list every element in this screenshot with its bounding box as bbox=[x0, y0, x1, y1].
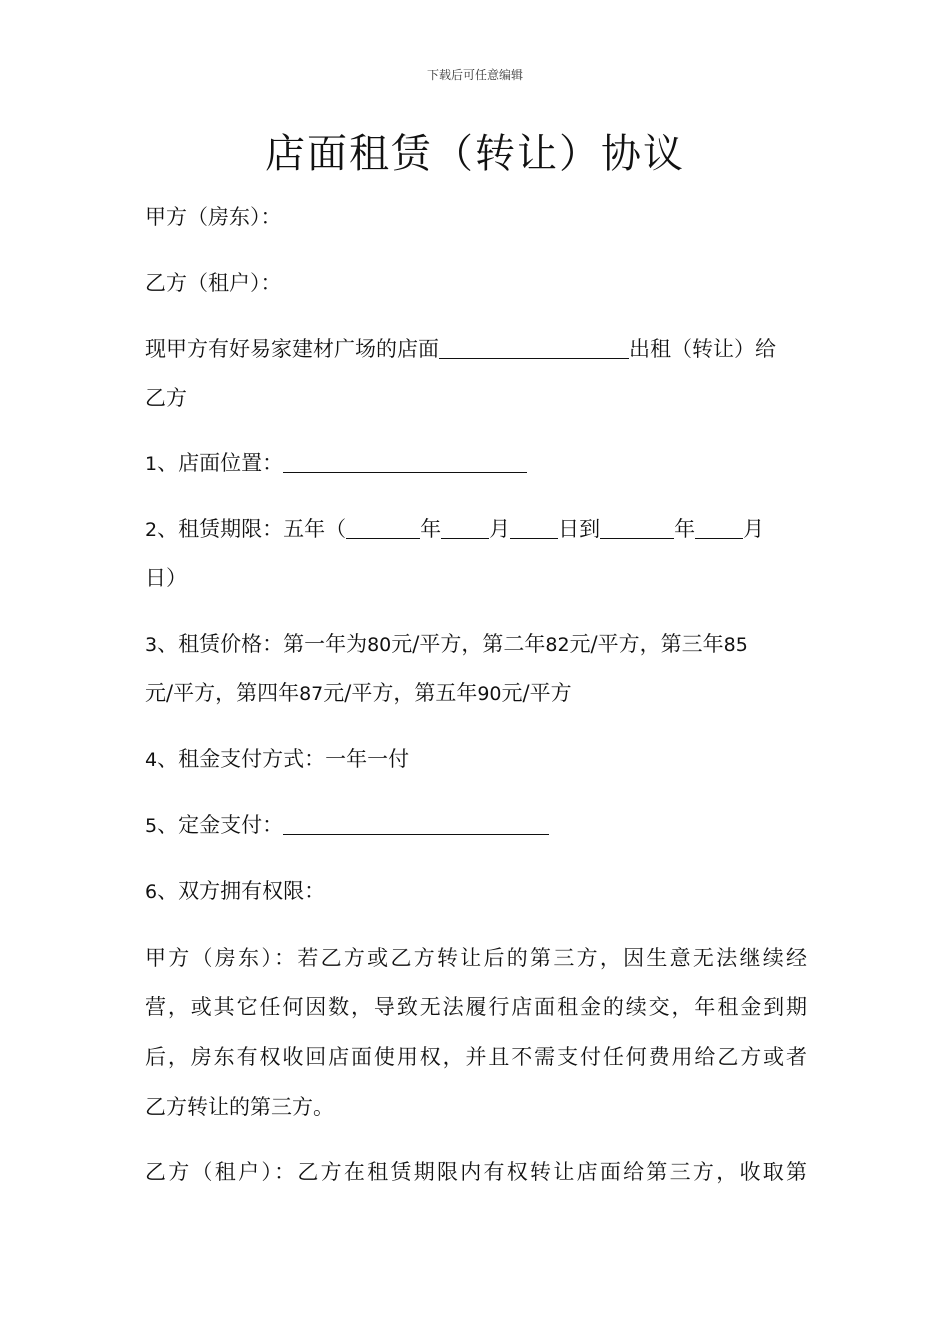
item-6-text: 、双方拥有权限： bbox=[157, 879, 326, 903]
end-month-blank[interactable] bbox=[695, 516, 743, 539]
party-b-label: 乙方（租户）： bbox=[145, 271, 282, 295]
item-3-line-2 bbox=[145, 669, 807, 719]
year-label-1: 年 bbox=[420, 517, 442, 541]
intro-before: 现甲方有好易家建材广场的店面 bbox=[145, 337, 439, 361]
intro-line-cont bbox=[145, 374, 807, 423]
intro-line bbox=[145, 325, 807, 374]
party-b-line bbox=[145, 259, 807, 308]
item-2-lead: 、租赁期限：五年（ bbox=[157, 517, 347, 541]
price-year-2: 82 bbox=[545, 634, 570, 656]
end-year-blank[interactable] bbox=[600, 516, 674, 539]
rights-a-line-2: 营，或其它任何因数，导致无法履行店面租金的续交，年租金到期 bbox=[145, 995, 807, 1019]
item-6-number: 6 bbox=[145, 881, 158, 903]
item-4-text: 、租金支付方式：一年一付 bbox=[157, 747, 410, 771]
rights-a-line-1: 甲方（房东）：若乙方或乙方转让后的第三方，因生意无法继续经 bbox=[145, 946, 807, 970]
deposit-blank[interactable] bbox=[283, 812, 549, 835]
rights-a-line-3: 后，房东有权收回店面使用权，并且不需支付任何费用给乙方或者 bbox=[145, 1045, 807, 1069]
rights-a-line-4: 乙方转让的第三方。 bbox=[145, 1095, 334, 1119]
party-a-line bbox=[145, 193, 807, 242]
item-3-text-d: 元/平方，第四年 bbox=[145, 681, 300, 705]
shop-number-blank[interactable] bbox=[439, 336, 629, 359]
item-5 bbox=[145, 801, 807, 851]
item-5-text: 、定金支付： bbox=[157, 813, 284, 837]
start-year-blank[interactable] bbox=[346, 516, 420, 539]
item-3-text-a: 、租赁价格：第一年为 bbox=[157, 632, 368, 656]
shop-location-blank[interactable] bbox=[283, 450, 527, 473]
header-note: 下载后可任意编辑 bbox=[426, 68, 523, 82]
item-3-text-e: 元/平方，第五年 bbox=[323, 681, 478, 705]
item-4 bbox=[145, 735, 807, 785]
party-a-label: 甲方（房东）： bbox=[145, 205, 282, 229]
price-year-1: 80 bbox=[367, 634, 392, 656]
start-day-blank[interactable] bbox=[510, 516, 558, 539]
price-year-3: 85 bbox=[723, 634, 748, 656]
month-label-1: 月 bbox=[489, 517, 511, 541]
item-6 bbox=[145, 867, 807, 917]
item-1-text: 、店面位置： bbox=[157, 451, 284, 475]
item-3-text-c: 元/平方，第三年 bbox=[569, 632, 724, 656]
item-1-number: 1 bbox=[145, 453, 158, 475]
item-3-text-f: 元/平方 bbox=[501, 681, 572, 705]
item-2 bbox=[145, 505, 807, 555]
start-month-blank[interactable] bbox=[441, 516, 489, 539]
item-3-text-b: 元/平方，第二年 bbox=[391, 632, 546, 656]
item-2-number: 2 bbox=[145, 519, 158, 541]
item-3-number: 3 bbox=[145, 634, 158, 656]
item-2-cont bbox=[145, 554, 807, 603]
rights-b-line-1: 乙方（租户）：乙方在租赁期限内有权转让店面给第三方，收取第 bbox=[145, 1160, 807, 1184]
item-4-number: 4 bbox=[145, 749, 158, 771]
price-year-5: 90 bbox=[477, 683, 502, 705]
item-3-line-1 bbox=[145, 620, 807, 670]
document-title: 店面租赁（转让）协议 bbox=[265, 131, 685, 177]
item-2-cont-text: 日） bbox=[145, 566, 187, 590]
day-to-label: 日到 bbox=[558, 517, 601, 541]
intro-after: 出租（转让）给 bbox=[629, 337, 776, 361]
price-year-4: 87 bbox=[299, 683, 324, 705]
item-5-number: 5 bbox=[145, 815, 158, 837]
year-label-2: 年 bbox=[674, 517, 696, 541]
intro-cont: 乙方 bbox=[145, 386, 187, 410]
month-label-2: 月 bbox=[743, 517, 765, 541]
item-1 bbox=[145, 439, 807, 489]
